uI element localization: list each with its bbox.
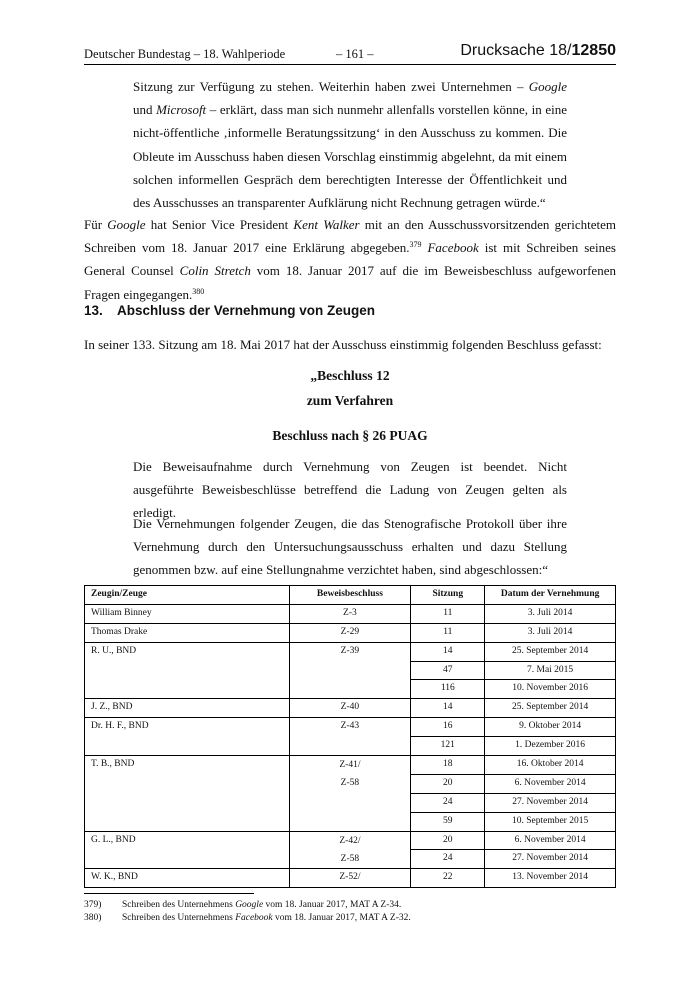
hearing-date: 27. November 2014 (485, 793, 616, 812)
hearing-date: 7. Mai 2015 (485, 661, 616, 680)
witness-table (84, 585, 616, 888)
table-header-row (85, 586, 616, 605)
resolution-body-2: Die Vernehmungen folgender Zeugen, die das Stenografische Protokoll über ihre Vernehmung durch den Untersuchungsausschuss erhalten und dazu Stellung genommen bzw. auf eine Stellungnahme verzichtet haben, sind abgeschlossen:“ (133, 516, 567, 578)
hearing-date: 27. November 2014 (485, 850, 616, 869)
witness-name: R. U., BND (85, 642, 290, 699)
resolution-body-1: Die Beweisaufnahme durch Vernehmung von Zeugen ist beendet. Nicht ausgeführte Beweisbeschlüsse betreffend die Ladung von Zeugen gelten als erledigt. (133, 459, 567, 521)
hearing-date: 10. November 2016 (485, 680, 616, 699)
witness-name: T. B., BND (85, 756, 290, 832)
page-header (84, 42, 616, 65)
table-row (85, 642, 616, 661)
session: 11 (411, 623, 485, 642)
session: 24 (411, 793, 485, 812)
witness-name: G. L., BND (85, 831, 290, 869)
paragraph-google-facebook: Für Google hat Senior Vice President Kent Walker mit an den Ausschussvorsitzenden gerichtetem Schreiben vom 18. Januar 2017 eine Erklärung abgegeben.$^{379}$ Facebook ist mit Schreiben seines General Counsel Colin Stretch vom 18. Januar 2017 auf die im Beweisbeschluss aufgeworfenen Fragen eingegangen.$^{380}$ (84, 217, 616, 302)
session: 59 (411, 812, 485, 831)
resolution-title: „Beschluss 12 (310, 368, 390, 383)
paragraph-session: In seiner 133. Sitzung am 18. Mai 2017 hat der Ausschuss einstimmig folgenden Beschluss gefasst: (84, 337, 602, 352)
hearing-date: 6. November 2014 (485, 831, 616, 850)
session: 24 (411, 850, 485, 869)
footnote-380: 380) Schreiben des Unternehmens Facebook vom 18. Januar 2017, MAT A Z-32. (84, 913, 411, 923)
hearing-date: 6. November 2014 (485, 774, 616, 793)
table-row (85, 831, 616, 850)
resolution-id: Z-52/ (289, 869, 411, 888)
session: 14 (411, 642, 485, 661)
session: 121 (411, 737, 485, 756)
resolution-id: Z-42/ Z-58 (289, 831, 411, 869)
table-row (85, 604, 616, 623)
table-row (85, 756, 616, 775)
session: 20 (411, 831, 485, 850)
resolution-id: Z-29 (289, 623, 411, 642)
hearing-date: 13. November 2014 (485, 869, 616, 888)
resolution-basis: Beschluss nach § 26 PUAG (272, 428, 428, 443)
witness-name: W. K., BND (85, 869, 290, 888)
session: 14 (411, 699, 485, 718)
table-row (85, 718, 616, 737)
page-number: – 161 – (336, 47, 374, 61)
header-parliament: Deutscher Bundestag – 18. Wahlperiode (84, 47, 286, 61)
footnote-ref-380: 380 (192, 286, 205, 296)
session: 116 (411, 680, 485, 699)
resolution-id: Z-39 (289, 642, 411, 699)
witness-name: Dr. H. F., BND (85, 718, 290, 756)
hearing-date: 3. Juli 2014 (485, 604, 616, 623)
col-header-session: Sitzung (411, 586, 485, 605)
hearing-date: 25. September 2014 (485, 642, 616, 661)
witness-name: J. Z., BND (85, 699, 290, 718)
col-header-resolution: Beweisbeschluss (289, 586, 411, 605)
hearing-date: 3. Juli 2014 (485, 623, 616, 642)
col-header-date: Datum der Vernehmung (485, 586, 616, 605)
witness-name: William Binney (85, 604, 290, 623)
hearing-date: 9. Oktober 2014 (485, 718, 616, 737)
hearing-date: 16. Oktober 2014 (485, 756, 616, 775)
table-row (85, 869, 616, 888)
col-header-witness: Zeugin/Zeuge (85, 586, 290, 605)
section-heading: 13. Abschluss der Vernehmung von Zeugen (84, 303, 376, 318)
resolution-subtitle: zum Verfahren (306, 393, 394, 408)
session: 18 (411, 756, 485, 775)
hearing-date: 1. Dezember 2016 (485, 737, 616, 756)
session: 11 (411, 604, 485, 623)
hearing-date: 25. September 2014 (485, 699, 616, 718)
resolution-id: Z-41/ Z-58 (289, 756, 411, 832)
hearing-date: 10. September 2015 (485, 812, 616, 831)
footnote-divider (84, 893, 254, 894)
quote-block: Sitzung zur Verfügung zu stehen. Weiterhin haben zwei Unternehmen – Google und Microsoft – erklärt, dass man sich nunmehr allenfalls vorstellen könne, in eine nicht-öffentliche ‚informelle Beratungssitzung‘ in den Ausschuss zu kommen. Die Obleute im Ausschuss haben diesen Vorschlag einstimmig abgelehnt, da mit einem solchen informellen Gespräch dem berechtigten Interesse der Öffentlichkeit und des Ausschusses an transparenter Aufklärung nicht Rechnung getragen würde.“ (133, 79, 567, 211)
footnote-ref-379: 379 (409, 240, 422, 250)
resolution-id: Z-40 (289, 699, 411, 718)
resolution-id: Z-43 (289, 718, 411, 756)
session: 16 (411, 718, 485, 737)
session: 22 (411, 869, 485, 888)
session: 47 (411, 661, 485, 680)
table-row (85, 623, 616, 642)
footnote-379: 379) Schreiben des Unternehmens Google vom 18. Januar 2017, MAT A Z-34. (84, 900, 402, 910)
resolution-id: Z-3 (289, 604, 411, 623)
session: 20 (411, 774, 485, 793)
witness-name: Thomas Drake (85, 623, 290, 642)
table-row (85, 699, 616, 718)
document-number: Drucksache 18/12850 (460, 42, 616, 59)
